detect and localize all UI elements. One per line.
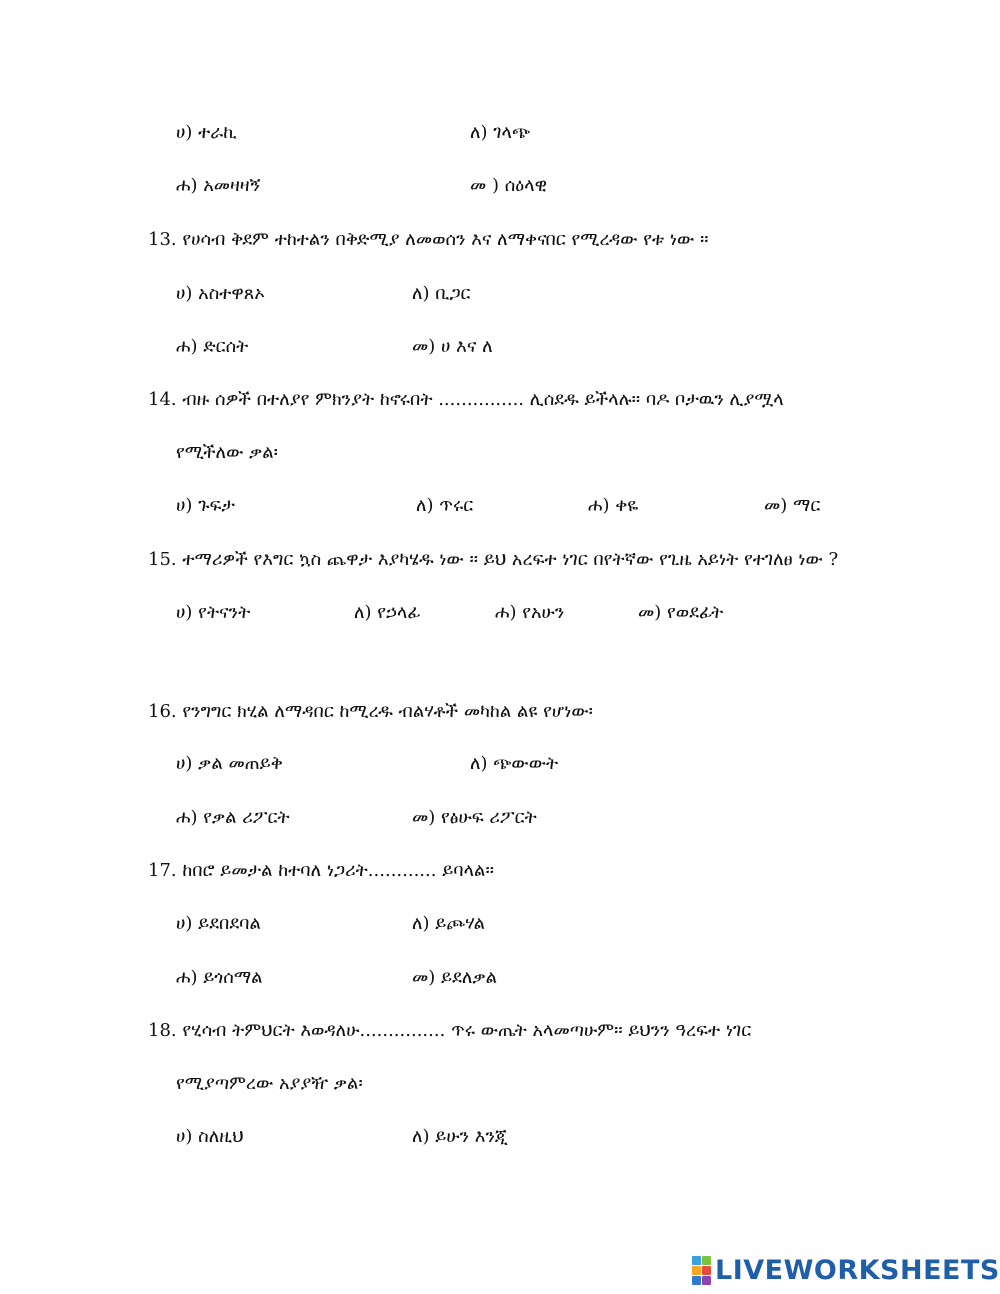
logo-square-1 [692, 1256, 701, 1265]
q13-option-c: ሐ) ድርሰት [176, 336, 249, 357]
q17-question: 17. ከበሮ ይመታል ከተባለ ነጋሪት............ ይባላል፡፡ [148, 860, 494, 881]
liveworksheets-logo-text: LIVEWORKSHEETS [715, 1254, 1000, 1286]
logo-square-4 [702, 1266, 711, 1275]
q13-option-a: ሀ) አስተዋጸኦ [176, 283, 265, 304]
q12-option-a: ሀ) ተራኪ [176, 122, 237, 143]
liveworksheets-logo[interactable] [692, 1255, 1000, 1285]
q18-option-a: ሀ) ስለዚህ [176, 1126, 244, 1147]
q18-question: 18. የሂሳብ ትምህርት እወዳለሁ............... ጥሩ ውጤት አላመጣሁም፡፡ ይህንን ዓረፍተ ነገር [148, 1020, 752, 1041]
q18-option-b: ለ) ይሁን እንጂ [412, 1126, 508, 1147]
logo-square-2 [702, 1256, 711, 1265]
q14-option-d: መ) ማር [764, 495, 821, 516]
q16-option-c: ሐ) የቃል ሪፖርት [176, 807, 290, 828]
q14-option-a: ሀ) ጉፍታ [176, 495, 235, 516]
q15-option-d: መ) የወደፊት [638, 602, 724, 623]
q17-option-b: ለ) ይጮሃል [412, 913, 486, 934]
q15-question: 15. ተማሪዎች የእግር ኳስ ጨዋታ እያካሄዱ ነው ፡፡ ይህ አረፍተ ነገር በየትኛው የጊዜ አይነት የተገለፀ ነው ? [148, 549, 839, 570]
q17-option-d: መ) ይደለቃል [412, 967, 498, 988]
q18-question-continued: የሚያጣምረው አያያዥ ቃል፡ [176, 1073, 363, 1094]
logo-square-5 [692, 1276, 701, 1285]
q13-question: 13. የሀሳብ ቅደም ተከተልን በቅድሚያ ለመወሰን እና ለማቀናበር የሚረዳው የቱ ነው ፡፡ [148, 229, 709, 250]
liveworksheets-logo-icon [692, 1256, 711, 1285]
q15-option-a: ሀ) የትናንት [176, 602, 251, 623]
q13-option-d: መ) ሀ እና ለ [412, 336, 493, 357]
q17-option-c: ሐ) ይጎሰማል [176, 967, 263, 988]
q15-option-b: ለ) የኃላፊ [354, 602, 421, 623]
q15-option-c: ሐ) የአሁን [495, 602, 565, 623]
q14-question-continued: የሚችለው ቃል፡ [176, 442, 278, 463]
q16-option-b: ለ) ጭውውት [470, 753, 559, 774]
logo-square-3 [692, 1266, 701, 1275]
q13-option-b: ለ) ቢጋር [412, 283, 471, 304]
q12-option-c: ሐ) አመዛዛኝ [176, 175, 261, 196]
q17-option-a: ሀ) ይደበደባል [176, 913, 261, 934]
q12-option-d: መ ) ሰዕላዊ [470, 175, 548, 196]
logo-square-6 [702, 1276, 711, 1285]
q12-option-b: ለ) ገላጭ [470, 122, 531, 143]
q16-option-a: ሀ) ቃል መጠይቅ [176, 753, 283, 774]
q16-option-d: መ) የፅሁፍ ሪፖርት [412, 807, 537, 828]
q14-option-c: ሐ) ቀዬ [588, 495, 639, 516]
q14-question: 14. ብዙ ሰዎች በተለያየ ምክንያት ከኖሩበት ............... ሊሰደዱ ይችላሉ፡፡ ባዶ ቦታዉን ሊያሟላ [148, 389, 784, 410]
q14-option-b: ለ) ጥሩር [416, 495, 474, 516]
q16-question: 16. የንግግር ክሂል ለማዳበር ከሚረዱ ብልሃቶች መካከል ልዩ የሆነው፡ [148, 701, 593, 722]
